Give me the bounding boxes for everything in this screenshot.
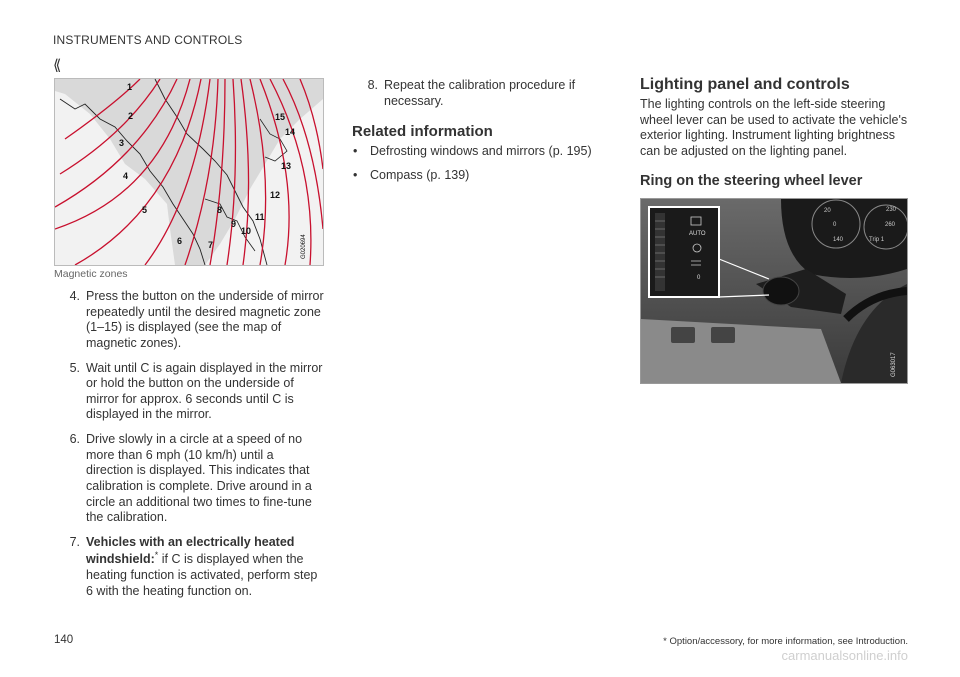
- page-header: INSTRUMENTS AND CONTROLS: [53, 33, 243, 47]
- middle-column: [352, 78, 612, 192]
- svg-text:3: 3: [119, 138, 125, 148]
- footer-note: * Option/accessory, for more information, see Introduction.: [663, 636, 908, 647]
- watermark: carmanualsonline.info: [781, 648, 908, 663]
- svg-text:1: 1: [127, 82, 133, 92]
- gauge-label: 20: [824, 208, 831, 214]
- step-number: 7.: [69, 534, 80, 549]
- gauge-label: 230: [886, 207, 897, 213]
- related-information-title: Related information: [352, 123, 493, 141]
- step-text: Drive slowly in a circle at a speed of no more than 6 mph (10 km/h) until a direction is displayed. This indicates that calibration is complete. Drive around in a circle an additional two times to fine-tune the calibration.: [86, 432, 312, 525]
- option-star: *: [154, 550, 159, 561]
- steps-column: [54, 289, 324, 608]
- gauge-label: 0: [833, 222, 837, 228]
- svg-text:2: 2: [128, 111, 134, 121]
- step-number: 5.: [69, 360, 80, 375]
- svg-text:7: 7: [208, 240, 214, 250]
- lighting-column: [640, 76, 908, 189]
- inset-auto-label: AUTO: [689, 231, 706, 237]
- trip-label: Trip 1: [869, 237, 885, 243]
- bullet-icon: •: [353, 144, 358, 159]
- step-7: [54, 535, 324, 600]
- svg-text:8: 8: [217, 205, 223, 215]
- step-number: 8.: [367, 78, 378, 92]
- svg-text:4: 4: [123, 171, 129, 181]
- step-text: if C is displayed when the heating function is activated, perform step 6 with the heating function on.: [86, 552, 318, 598]
- step-bold-text: Vehicles with an electrically heated windshield:: [86, 534, 295, 567]
- steering-lever-photo: [640, 198, 908, 384]
- map-caption: Magnetic zones: [54, 268, 128, 280]
- svg-text:9: 9: [231, 219, 237, 229]
- step-5: [54, 361, 324, 424]
- svg-text:14: 14: [285, 127, 296, 137]
- step-8: [352, 78, 612, 109]
- gauge-label: 140: [833, 237, 844, 243]
- related-link-defrosting[interactable]: [352, 144, 612, 160]
- double-chevron-left-icon[interactable]: ⟪: [53, 57, 62, 74]
- svg-text:12: 12: [270, 190, 281, 200]
- svg-text:15: 15: [275, 112, 286, 122]
- step-4: [54, 289, 324, 352]
- related-link-text: Compass (p. 139): [370, 167, 470, 182]
- bullet-icon: •: [353, 167, 358, 182]
- map-code: G020694: [301, 234, 307, 259]
- svg-text:10: 10: [241, 226, 252, 236]
- ring-lever-subtitle: Ring on the steering wheel lever: [640, 172, 863, 189]
- step-text: Wait until C is again displayed in the mirror or hold the button on the underside of mirror for approx. 6 seconds until C is displayed in the mirror.: [86, 360, 323, 422]
- page-number: 140: [54, 634, 74, 646]
- magnetic-zones-map: [54, 78, 324, 266]
- svg-text:11: 11: [255, 212, 265, 222]
- step-text: Repeat the calibration procedure if necessary.: [384, 78, 576, 108]
- photo-code: G063017: [891, 352, 897, 377]
- related-link-text: Defrosting windows and mirrors (p. 195): [370, 144, 592, 159]
- svg-text:5: 5: [142, 205, 148, 215]
- related-link-compass[interactable]: [352, 168, 612, 184]
- svg-text:6: 6: [177, 236, 183, 246]
- lighting-section-title: Lighting panel and controls: [640, 76, 850, 93]
- step-number: 6.: [69, 432, 80, 446]
- inset-zero-label: 0: [697, 275, 701, 281]
- step-number: 4.: [69, 289, 80, 303]
- step-text: Press the button on the underside of mirror repeatedly until the desired magnetic zone (1–15) is displayed (see the map of magnetic zones).: [86, 289, 324, 350]
- step-6: [54, 432, 324, 526]
- gauge-label: 260: [885, 222, 896, 228]
- lighting-section-text: The lighting controls on the left-side steering wheel lever can be used to activate the vehicle's exterior lighting. Instrument lighting brightness can be adjusted on the lighting panel.: [640, 97, 908, 158]
- svg-text:13: 13: [281, 161, 292, 171]
